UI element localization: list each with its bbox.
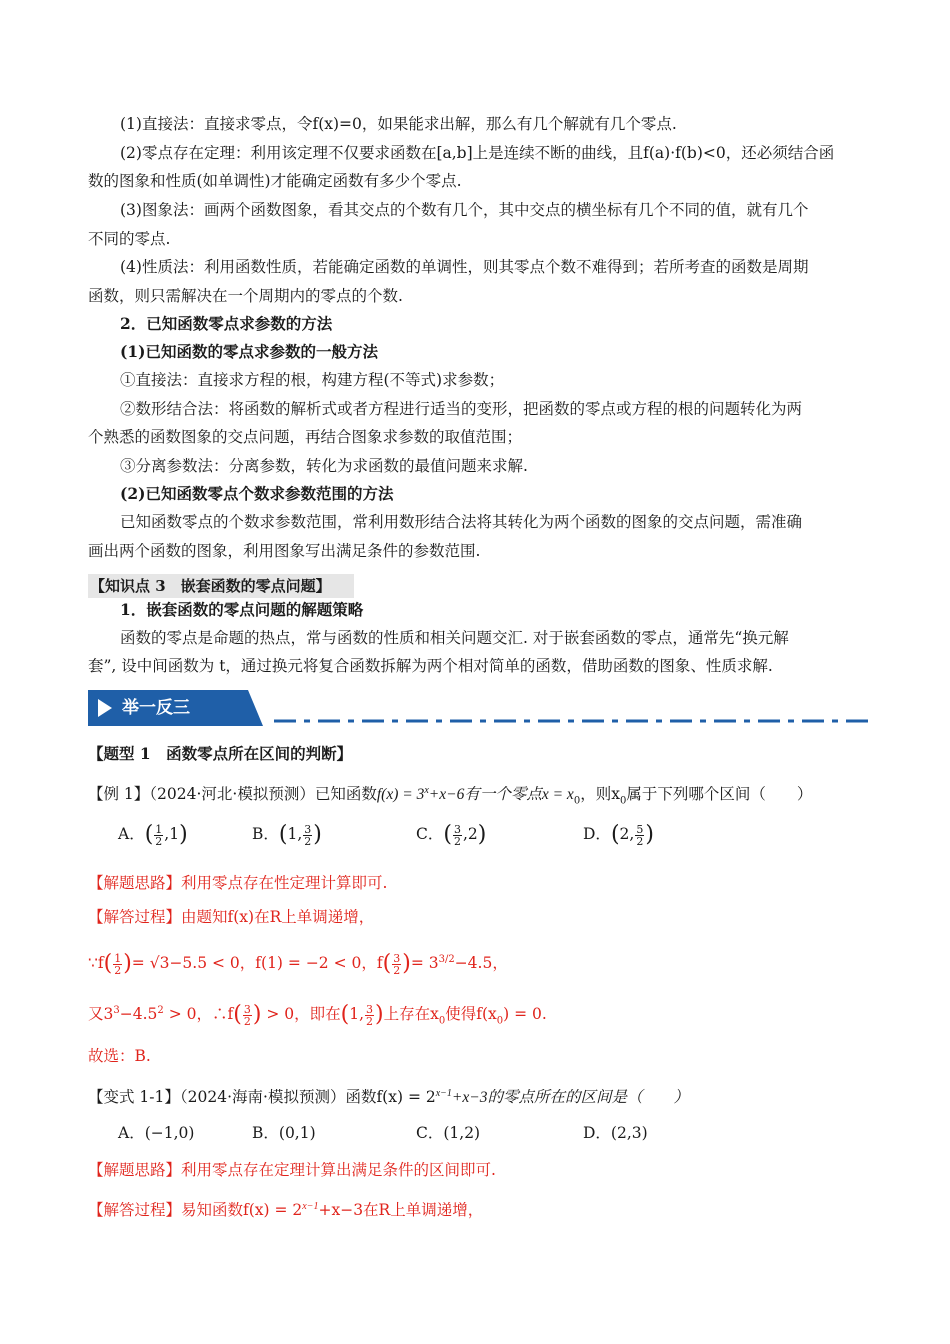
- variant-option-a[interactable]: A．(−1,0): [118, 1124, 195, 1142]
- example-1-tail2: 属于下列哪个区间（ ）: [626, 785, 813, 804]
- example-1-tail: ，则x: [580, 785, 620, 804]
- method-graph-line2: 不同的零点.: [88, 230, 171, 248]
- option-d[interactable]: D．(2, $\frac{5}{2}$ ): [583, 822, 654, 848]
- variant-option-b[interactable]: B．(0,1): [252, 1124, 316, 1142]
- example-1-question: 【例 1】（2024·河北·模拟预测）已知函数$f(x) = 3^x+x-6$有一个零点$x = x_0$，则$x_0$属于下列哪个区间（ ）: [88, 785, 813, 807]
- variant-1-1-question: 【变式 1-1】（2024·海南·模拟预测）函数$f(x) = 2^{x-1}+x-3$的零点所在的区间是（ ）: [88, 1088, 689, 1107]
- knowledge-3-title: 1．嵌套函数的零点问题的解题策略: [120, 600, 364, 619]
- option-b[interactable]: B．(1, $\frac{3}{2}$ ): [252, 822, 322, 848]
- param-method-3: ③分离参数法：分离参数，转化为求函数的最值问题来求解.: [120, 457, 528, 475]
- example-1-thinking: 【解题思路】利用零点存在性定理计算即可.: [88, 874, 388, 892]
- example-1-label: 【例 1】: [88, 785, 150, 804]
- variant-option-c[interactable]: C．(1,2): [416, 1124, 481, 1142]
- param-method-2-line2: 个熟悉的函数图象的交点问题，再结合图象求参数的取值范围；: [88, 428, 523, 446]
- section-2-sub2: (2)已知函数零点个数求参数范围的方法: [120, 484, 394, 503]
- section-banner: [88, 690, 868, 728]
- variant-option-d[interactable]: D．(2,3): [583, 1124, 648, 1142]
- banner-label: 举一反三: [122, 698, 190, 718]
- example-1-fx: f(x) = 3: [376, 786, 425, 804]
- method-graph-line1: (3)图象法：画两个函数图象，看其交点的个数有几个，其中交点的横坐标有几个不同的值，就有几个: [120, 201, 809, 219]
- option-c[interactable]: C．( $\frac{3}{2}$ ,2): [416, 822, 487, 848]
- param-method-1: ①直接法：直接求方程的根，构建方程(不等式)求参数；: [120, 371, 505, 389]
- section-2-sub1: (1)已知函数的零点求参数的一般方法: [120, 342, 378, 361]
- param-range-line1: 已知函数零点的个数求参数范围，常利用数形结合法将其转化为两个函数的图象的交点问题，需准确: [120, 513, 803, 531]
- example-1-process: 【解答过程】由题知f(x)在R上单调递增，: [88, 908, 375, 926]
- example-1-line2: ∵f( $\frac{1}{2}$ )= √3−5.5 < 0，f(1) = −2 < 0，f( $\frac{3}{2}$ )= $3^{3/2}-4.5$，: [88, 951, 508, 977]
- knowledge-point-3-header: 【知识点 3 嵌套函数的零点问题】: [88, 574, 354, 598]
- example-1-answer: 故选：B.: [88, 1047, 151, 1065]
- example-1-exp: x: [424, 785, 429, 796]
- method-direct: (1)直接法：直接求零点，令f(x)=0，如果能求出解，那么有几个解就有几个零点.: [120, 115, 677, 133]
- example-1-sub0: 0: [573, 795, 581, 807]
- method-theorem-line1: (2)零点存在定理：利用该定理不仅要求函数在[a,b]上是连续不断的曲线，且f(a)·f(b)<0，还必须结合函: [120, 144, 835, 162]
- dashed-divider: [274, 719, 868, 723]
- example-1-source: （2024·河北·模拟预测）已知函数: [149, 785, 377, 804]
- param-method-2-line1: ②数形结合法：将函数的解析式或者方程进行适当的变形，把函数的零点或方程的根的问题转化为两: [120, 400, 803, 418]
- section-2-title: 2．已知函数零点求参数的方法: [120, 314, 333, 333]
- method-property-line2: 函数，则只需解决在一个周期内的零点的个数.: [88, 287, 403, 305]
- example-1-line3: 又$3^3-4.5^2 > 0$，∴f( $\frac{3}{2}$ ) > 0，即在(1, $\frac{3}{2}$ )上存在$x_0$使得$f(x_0) = 0$.: [88, 1002, 547, 1028]
- knowledge-3-line2: 套”, 设中间函数为 t，通过换元将复合函数拆解为两个相对简单的函数，借助函数的图象、性质求解.: [88, 657, 773, 675]
- variant-1-1-process: 【解答过程】易知函数$f(x) = 2^{x-1}+x-3$在R上单调递增，: [88, 1201, 484, 1220]
- type-1-header: 【题型 1 函数零点所在区间的判断】: [88, 744, 353, 763]
- example-1-rest: +x−6有一个零点x = x: [428, 786, 574, 804]
- method-theorem-line2: 数的图象和性质(如单调性)才能确定函数有多少个零点.: [88, 172, 462, 190]
- option-a[interactable]: A．( $\frac{1}{2}$ ,1): [118, 822, 188, 848]
- param-range-line2: 画出两个函数的图象，利用图象写出满足条件的参数范围.: [88, 542, 481, 560]
- knowledge-3-line1: 函数的零点是命题的热点，常与函数的性质和相关问题交汇. 对于嵌套函数的零点，通常先“换元解: [120, 629, 789, 647]
- method-property-line1: (4)性质法：利用函数性质，若能确定函数的单调性，则其零点个数不难得到；若所考查的函数是周期: [120, 258, 809, 276]
- variant-1-1-thinking: 【解题思路】利用零点存在定理计算出满足条件的区间即可.: [88, 1161, 496, 1179]
